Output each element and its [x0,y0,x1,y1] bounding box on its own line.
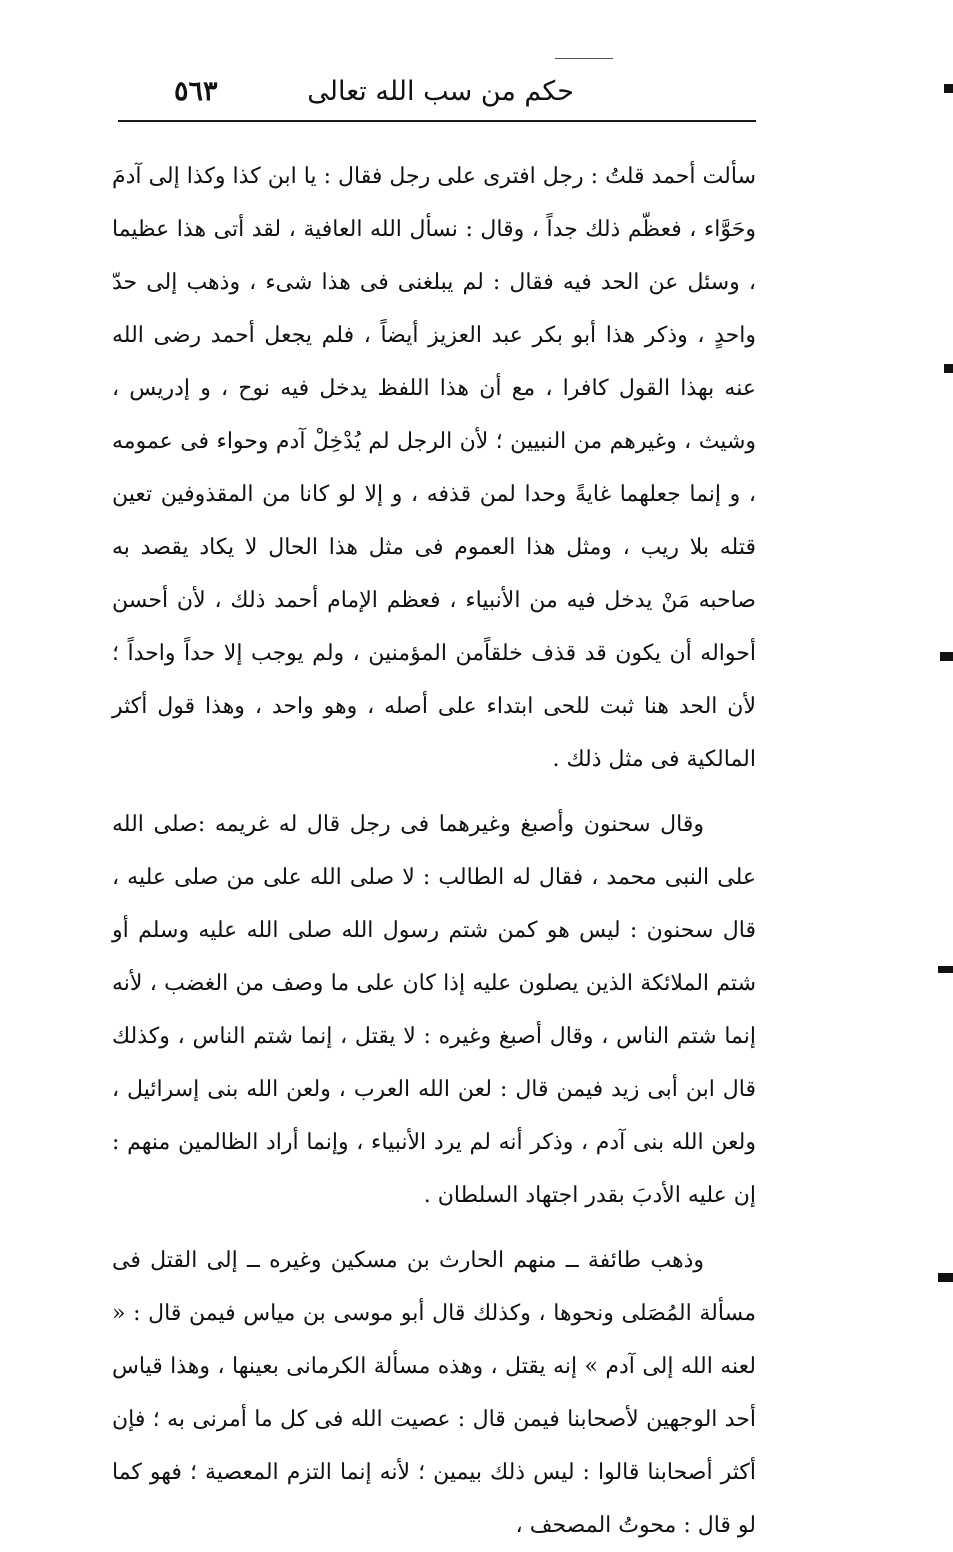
margin-scan-mark [938,966,953,973]
running-header [118,66,756,122]
paragraph-1: سألت أحمد قلتُ : رجل افترى على رجل فقال : يا ابن كذا وكذا إلى آدمَ وحَوَّاء ، فعظّم ذلك جداً ، وقال : نسأل الله العافية ، لقد أتى هذا عظيما ، وسئل عن الحد فيه فقال : لم يبلغنى فى هذا شىء ، وذهب إلى حدّ واحدٍ ، وذكر هذا أبو بكر عبد العزيز أيضاً ، فلم يجعل أحمد رضى الله عنه بهذا القول كافرا ، مع أن هذا اللفظ يدخل فيه نوح ، و إدريس ، وشيث ، وغيرهم من النبيين ؛ لأن الرجل لم يُدْخِلْ آدم وحواء فى عمومه ، و إنما جعلهما غايةً وحدا لمن قذفه ، و إلا لو كانا من المقذوفين تعين قتله بلا ريب ، ومثل هذا العموم فى مثل هذا الحال لا يكاد يقصد به صاحبه مَنْ يدخل فيه من الأنبياء ، فعظم الإمام أحمد ذلك ، لأن أحسن أحواله أن يكون قد قذف خلقاًمن المؤمنين ، ولم يوجب إلا حداً واحداً ؛ لأن الحد هنا ثبت للحى ابتداء على أصله ، وهو واحد ، وهذا قول أكثر المالكية فى مثل ذلك . [112,164,756,772]
header-title: حكم من سب الله تعالى [307,76,574,107]
paragraph-2: وقال سحنون وأصبغ وغيرهما فى رجل قال له غريمه :صلى الله على النبى محمد ، فقال له الطالب : لا صلى الله على من صلى عليه ، قال سحنون : ليس هو كمن شتم رسول الله صلى الله عليه وسلم أو شتم الملائكة الذين يصلون عليه إذا كان على ما وصف من الغضب ، لأنه إنما شتم الناس ، وقال أصبغ وغيره : لا يقتل ، إنما شتم الناس ، وكذلك قال ابن أبى زيد فيمن قال : لعن الله العرب ، ولعن الله بنى إسرائيل ، ولعن الله بنى آدم ، وذكر أنه لم يرد الأنبياء ، وإنما أراد الظالمين منهم : إن عليه الأدبَ بقدر اجتهاد السلطان . [112,812,756,1208]
page-number: ٥٦٣ [174,76,218,107]
body-text [112,150,756,1552]
margin-scan-mark [940,652,953,661]
margin-scan-mark [938,1273,953,1282]
margin-scan-mark [944,364,953,373]
top-dash-mark [555,58,613,59]
margin-scan-mark [944,84,953,93]
paragraph-3: وذهب طائفة ــ منهم الحارث بن مسكين وغيره ــ إلى القتل فى مسألة المُصَلى ونحوها ، وكذلك قال أبو موسى بن مياس فيمن قال : « لعنه الله إلى آدم » إنه يقتل ، وهذه مسألة الكرمانى بعينها ، وهذا قياس أحد الوجهين لأصحابنا فيمن قال : عصيت الله فى كل ما أمرنى به ؛ فإن أكثر أصحابنا قالوا : ليس ذلك بيمين ؛ لأنه إنما التزم المعصية ؛ فهو كما لو قال : محوتُ المصحف ، [112,1248,756,1538]
header-rule [118,120,756,122]
